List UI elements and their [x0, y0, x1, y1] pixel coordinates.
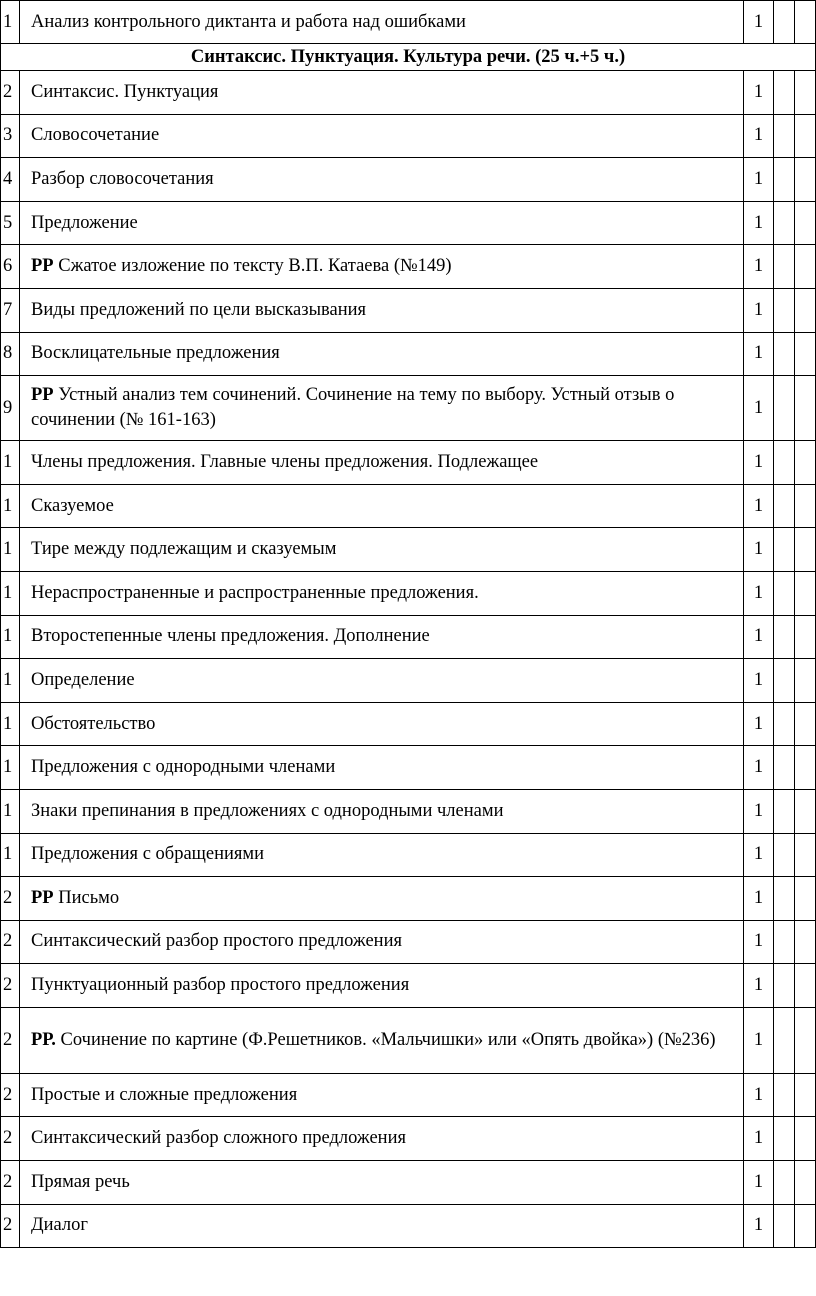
lesson-topic-text: Сказуемое — [31, 495, 114, 516]
note-cell — [795, 376, 816, 441]
table-row — [1, 441, 816, 485]
lesson-topic — [20, 114, 744, 158]
lesson-hours: 1 — [744, 659, 774, 703]
lesson-topic — [20, 571, 744, 615]
lesson-topic — [20, 332, 744, 376]
lesson-topic-text: Предложения с обращениями — [31, 844, 265, 865]
date-cell — [774, 484, 795, 528]
note-cell — [795, 158, 816, 202]
lesson-number: 1 — [1, 615, 20, 659]
lesson-number: 1 — [1, 789, 20, 833]
note-cell — [795, 114, 816, 158]
table-row — [1, 1117, 816, 1161]
lesson-hours: 1 — [744, 964, 774, 1008]
lesson-number: 3 — [1, 114, 20, 158]
lesson-topic-text: Знаки препинания в предложениях с однородными членами — [31, 800, 504, 821]
table-row — [1, 114, 816, 158]
lesson-hours: 1 — [744, 1117, 774, 1161]
table-row — [1, 920, 816, 964]
table-row — [1, 1, 816, 44]
lesson-topic-text: Тире между подлежащим и сказуемым — [31, 539, 337, 560]
lesson-hours: 1 — [744, 789, 774, 833]
lesson-hours: 1 — [744, 746, 774, 790]
table-row — [1, 1161, 816, 1205]
lesson-topic-text: Синтаксис. Пунктуация — [31, 81, 219, 102]
table-row — [1, 833, 816, 877]
lesson-number: 2 — [1, 1204, 20, 1248]
table-row — [1, 376, 816, 441]
table-row — [1, 1073, 816, 1117]
lesson-number: 1 — [1, 484, 20, 528]
date-cell — [774, 659, 795, 703]
lesson-topic — [20, 746, 744, 790]
lesson-number: 5 — [1, 201, 20, 245]
lesson-number: 1 — [1, 746, 20, 790]
table-row — [1, 245, 816, 289]
section-title: Синтаксис. Пунктуация. Культура речи. (25 ч.+5 ч.) — [1, 44, 816, 71]
note-cell — [795, 702, 816, 746]
lesson-hours: 1 — [744, 702, 774, 746]
lesson-hours: 1 — [744, 877, 774, 921]
table-row — [1, 1007, 816, 1073]
lesson-number: 1 — [1, 441, 20, 485]
note-cell — [795, 1204, 816, 1248]
lesson-hours: 1 — [744, 114, 774, 158]
lesson-topic-text: Члены предложения. Главные члены предложения. Подлежащее — [31, 451, 539, 472]
lesson-number: 2 — [1, 71, 20, 115]
date-cell — [774, 1161, 795, 1205]
table-row — [1, 332, 816, 376]
lesson-number: 1 — [1, 833, 20, 877]
note-cell — [795, 288, 816, 332]
date-cell — [774, 615, 795, 659]
note-cell — [795, 1161, 816, 1205]
lesson-topic-text: Нераспространенные и распространенные предложения. — [31, 582, 479, 603]
lesson-hours: 1 — [744, 158, 774, 202]
lesson-number: 7 — [1, 288, 20, 332]
lesson-hours: 1 — [744, 833, 774, 877]
lesson-topic-text: Синтаксический разбор сложного предложения — [31, 1128, 406, 1149]
date-cell — [774, 920, 795, 964]
lesson-hours: 1 — [744, 484, 774, 528]
lesson-topic — [20, 659, 744, 703]
date-cell — [774, 702, 795, 746]
note-cell — [795, 201, 816, 245]
date-cell — [774, 1, 795, 44]
lesson-plan-body — [1, 1, 816, 1248]
note-cell — [795, 441, 816, 485]
note-cell — [795, 789, 816, 833]
speech-development-badge: РР — [31, 385, 54, 406]
lesson-topic-text: Устный анализ тем сочинений. Сочинение на тему по выбору. Устный отзыв о сочинении (№ 161-163) — [31, 385, 675, 431]
table-row — [1, 288, 816, 332]
note-cell — [795, 571, 816, 615]
lesson-hours: 1 — [744, 441, 774, 485]
lesson-number: 9 — [1, 376, 20, 441]
lesson-topic — [20, 1117, 744, 1161]
section-row — [1, 44, 816, 71]
date-cell — [774, 332, 795, 376]
table-row — [1, 659, 816, 703]
lesson-topic — [20, 1161, 744, 1205]
lesson-number: 6 — [1, 245, 20, 289]
lesson-topic: Анализ контрольного диктанта и работа над ошибками — [20, 1, 744, 44]
lesson-topic-text: Пунктуационный разбор простого предложения — [31, 975, 410, 996]
lesson-topic-text: Обстоятельство — [31, 713, 156, 734]
lesson-number: 1 — [1, 1, 20, 44]
lesson-hours: 1 — [744, 528, 774, 572]
lesson-topic-text: Предложение — [31, 212, 138, 233]
date-cell — [774, 833, 795, 877]
lesson-topic-text: Словосочетание — [31, 125, 160, 146]
lesson-hours: 1 — [744, 245, 774, 289]
table-row — [1, 484, 816, 528]
table-row — [1, 71, 816, 115]
lesson-topic — [20, 1073, 744, 1117]
table-row — [1, 702, 816, 746]
speech-development-badge: РР. — [31, 1029, 56, 1050]
lesson-number: 8 — [1, 332, 20, 376]
note-cell — [795, 1073, 816, 1117]
lesson-topic-text: Виды предложений по цели высказывания — [31, 299, 367, 320]
table-row — [1, 201, 816, 245]
date-cell — [774, 571, 795, 615]
lesson-number: 1 — [1, 702, 20, 746]
lesson-number: 2 — [1, 1007, 20, 1073]
lesson-number: 2 — [1, 877, 20, 921]
note-cell — [795, 245, 816, 289]
lesson-topic-text: Сжатое изложение по тексту В.П. Катаева (№149) — [58, 256, 452, 277]
lesson-topic — [20, 1204, 744, 1248]
lesson-topic-text: Письмо — [58, 887, 120, 908]
date-cell — [774, 1007, 795, 1073]
table-row — [1, 746, 816, 790]
note-cell — [795, 964, 816, 1008]
table-row — [1, 789, 816, 833]
note-cell — [795, 1117, 816, 1161]
lesson-topic-text: Простые и сложные предложения — [31, 1084, 298, 1105]
lesson-topic — [20, 964, 744, 1008]
note-cell — [795, 877, 816, 921]
date-cell — [774, 158, 795, 202]
lesson-topic-text: Разбор словосочетания — [31, 168, 214, 189]
table-row — [1, 158, 816, 202]
date-cell — [774, 877, 795, 921]
note-cell — [795, 920, 816, 964]
lesson-hours: 1 — [744, 288, 774, 332]
lesson-topic — [20, 877, 744, 921]
lesson-topic — [20, 789, 744, 833]
date-cell — [774, 71, 795, 115]
lesson-topic-text: Диалог — [31, 1215, 88, 1236]
date-cell — [774, 1073, 795, 1117]
date-cell — [774, 201, 795, 245]
note-cell — [795, 71, 816, 115]
lesson-hours: 1 — [744, 571, 774, 615]
lesson-hours: 1 — [744, 615, 774, 659]
lesson-topic — [20, 71, 744, 115]
lesson-number: 1 — [1, 528, 20, 572]
date-cell — [774, 528, 795, 572]
lesson-topic — [20, 920, 744, 964]
lesson-hours: 1 — [744, 1073, 774, 1117]
lesson-number: 2 — [1, 1073, 20, 1117]
lesson-topic-text: Сочинение по картине (Ф.Решетников. «Мальчишки» или «Опять двойка») (№236) — [60, 1029, 716, 1050]
lesson-number: 2 — [1, 964, 20, 1008]
lesson-topic — [20, 201, 744, 245]
note-cell — [795, 528, 816, 572]
lesson-topic-text: Прямая речь — [31, 1171, 130, 1192]
table-row — [1, 528, 816, 572]
table-row — [1, 877, 816, 921]
date-cell — [774, 964, 795, 1008]
lesson-topic — [20, 528, 744, 572]
lesson-topic — [20, 702, 744, 746]
lesson-topic — [20, 484, 744, 528]
lesson-topic-text: Предложения с однородными членами — [31, 757, 336, 778]
note-cell — [795, 615, 816, 659]
date-cell — [774, 114, 795, 158]
lesson-hours: 1 — [744, 1007, 774, 1073]
lesson-topic-text: Синтаксический разбор простого предложения — [31, 931, 402, 952]
lesson-hours: 1 — [744, 1, 774, 44]
note-cell — [795, 746, 816, 790]
lesson-hours: 1 — [744, 1161, 774, 1205]
lesson-number: 2 — [1, 1161, 20, 1205]
date-cell — [774, 1204, 795, 1248]
lesson-number: 2 — [1, 1117, 20, 1161]
lesson-hours: 1 — [744, 920, 774, 964]
table-row — [1, 615, 816, 659]
lesson-hours: 1 — [744, 376, 774, 441]
lesson-topic — [20, 1007, 744, 1073]
lesson-number: 2 — [1, 920, 20, 964]
date-cell — [774, 1117, 795, 1161]
lesson-topic-text: Второстепенные члены предложения. Дополнение — [31, 626, 430, 647]
date-cell — [774, 376, 795, 441]
table-row — [1, 571, 816, 615]
date-cell — [774, 746, 795, 790]
lesson-topic — [20, 376, 744, 441]
lesson-topic — [20, 441, 744, 485]
table-row — [1, 1204, 816, 1248]
note-cell — [795, 332, 816, 376]
lesson-topic — [20, 158, 744, 202]
lesson-hours: 1 — [744, 71, 774, 115]
lesson-topic — [20, 833, 744, 877]
lesson-topic-text: Определение — [31, 669, 135, 690]
note-cell — [795, 1, 816, 44]
date-cell — [774, 245, 795, 289]
note-cell — [795, 1007, 816, 1073]
speech-development-badge: РР — [31, 887, 54, 908]
lesson-hours: 1 — [744, 332, 774, 376]
note-cell — [795, 833, 816, 877]
lesson-number: 1 — [1, 571, 20, 615]
date-cell — [774, 789, 795, 833]
table-row — [1, 964, 816, 1008]
date-cell — [774, 288, 795, 332]
lesson-topic — [20, 288, 744, 332]
lesson-topic-text: Восклицательные предложения — [31, 343, 280, 364]
lesson-topic — [20, 615, 744, 659]
note-cell — [795, 484, 816, 528]
lesson-topic — [20, 245, 744, 289]
lesson-number: 1 — [1, 659, 20, 703]
lesson-hours: 1 — [744, 1204, 774, 1248]
speech-development-badge: РР — [31, 256, 54, 277]
date-cell — [774, 441, 795, 485]
note-cell — [795, 659, 816, 703]
lesson-number: 4 — [1, 158, 20, 202]
lesson-hours: 1 — [744, 201, 774, 245]
